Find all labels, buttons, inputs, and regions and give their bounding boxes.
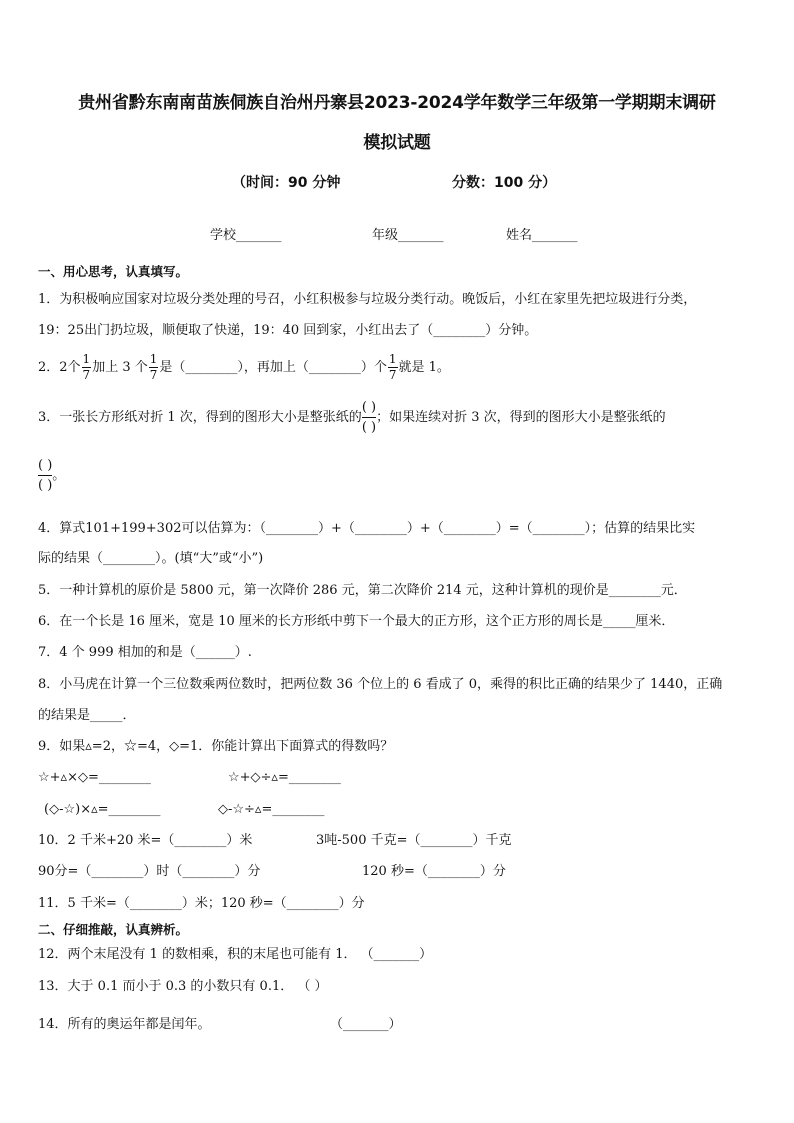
exam-time: （时间：90 分钟: [232, 175, 341, 191]
question-1-line2: 19：25出门扔垃圾，顺便取了快递，19：40 回到家，小红出去了（________）分钟。: [38, 323, 538, 338]
q3-text-1: 3．一张长方形纸对折 1 次，得到的图形大小是整张纸的: [38, 410, 362, 425]
question-10-a1: 10．2 千米+20 米=（________）米: [38, 833, 253, 848]
fraction-one-seventh: [388, 352, 398, 383]
q9-expr-3: (◇-☆)×▵=________: [44, 802, 161, 817]
question-6: 6．在一个长是 16 厘米，宽是 10 厘米的长方形纸中剪下一个最大的正方形，这个正方形的周长是_____厘米．: [38, 614, 675, 629]
school-field: 学校_______: [210, 228, 282, 243]
question-3-line1: [38, 398, 666, 438]
fraction-numerator: 1: [388, 352, 397, 366]
question-14-blank: （_______）: [330, 1017, 402, 1032]
question-12: 12．两个末尾没有 1 的数相乘，积的末尾也可能有 1． （_______）: [38, 947, 433, 962]
fraction-numerator: 1: [149, 352, 158, 366]
question-1-line1: 1．为积极响应国家对垃圾分类处理的号召，小红积极参与垃圾分类行动。晚饭后，小红在家里先把垃圾进行分类，: [38, 292, 697, 307]
name-field: 姓名_______: [506, 228, 578, 243]
question-8-line1: 8．小马虎在计算一个三位数乘两位数时，把两位数 36 个位上的 6 看成了 0，乘得的积比正确的结果少了 1440，正确: [38, 677, 723, 692]
fraction-one-seventh: [149, 352, 159, 383]
fraction-denominator: 7: [82, 368, 91, 382]
blank-fraction: [38, 456, 52, 495]
q9-expr-2: ☆+◇÷▵=________: [228, 770, 341, 785]
blank-denominator: ( ): [361, 420, 377, 435]
blank-numerator: ( ): [38, 456, 52, 476]
exam-title-line1: 贵州省黔东南南苗族侗族自治州丹寨县2023-2024学年数学三年级第一学期期末调研: [78, 93, 716, 113]
q9-expr-1: ☆+▵×◇=________: [38, 770, 151, 785]
section-2-heading: 二、仔细推敲，认真辨析。: [38, 922, 189, 937]
question-13: 13．大于 0.1 而小于 0.3 的小数只有 0.1． （ ）: [38, 979, 328, 994]
q3-text-2: ；如果连续对折 3 次，得到的图形大小是整张纸的: [376, 410, 666, 425]
question-7: 7．4 个 999 相加的和是（______）.: [38, 645, 252, 660]
fraction-denominator: 7: [149, 368, 158, 382]
question-4-line2: 际的结果（________）。(填“大”或“小”): [38, 551, 264, 566]
question-14-text: 14．所有的奥运年都是闰年。: [38, 1017, 211, 1032]
question-3-line2: [38, 456, 65, 496]
question-2: [38, 352, 450, 383]
grade-field: 年级_______: [372, 228, 444, 243]
fraction-one-seventh: [82, 352, 92, 383]
q2-text-1: 2．2个: [38, 360, 81, 375]
q9-expr-4: ◇-☆÷▵=________: [218, 802, 325, 817]
blank-numerator: ( ): [362, 398, 376, 418]
blank-denominator: ( ): [38, 478, 53, 493]
question-11: 11．5 千米=（________）米；120 秒=（________）分: [38, 896, 365, 911]
q2-text-3: 是（________），再加上（________）个: [159, 360, 387, 375]
q2-text-2: 加上 3 个: [92, 360, 148, 375]
question-8-line2: 的结果是_____．: [38, 708, 136, 723]
question-10-b1: 90分=（________）时（________）分: [38, 864, 261, 879]
fraction-numerator: 1: [82, 352, 91, 366]
q3-text-3: 。: [52, 468, 66, 483]
question-4-line1: 4．算式101+199+302可以估算为：（________）+（________）+（________）=（________）；估算的结果比实: [38, 521, 696, 536]
question-5: 5．一种计算机的原价是 5800 元，第一次降价 286 元，第二次降价 214 元，这种计算机的现价是________元．: [38, 583, 687, 598]
exam-title-line2: 模拟试题: [363, 133, 431, 153]
question-10-b2: 120 秒=（________）分: [362, 864, 506, 879]
section-1-heading: 一、用心思考，认真填写。: [38, 264, 189, 279]
exam-score: 分数：100 分）: [452, 175, 557, 191]
fraction-denominator: 7: [388, 368, 397, 382]
question-10-a2: 3吨-500 千克=（________）千克: [316, 833, 512, 848]
q2-text-4: 就是 1。: [398, 360, 450, 375]
blank-fraction: [362, 398, 376, 437]
question-9: 9．如果▵=2，☆=4，◇=1．你能计算出下面算式的得数吗？: [38, 739, 394, 754]
